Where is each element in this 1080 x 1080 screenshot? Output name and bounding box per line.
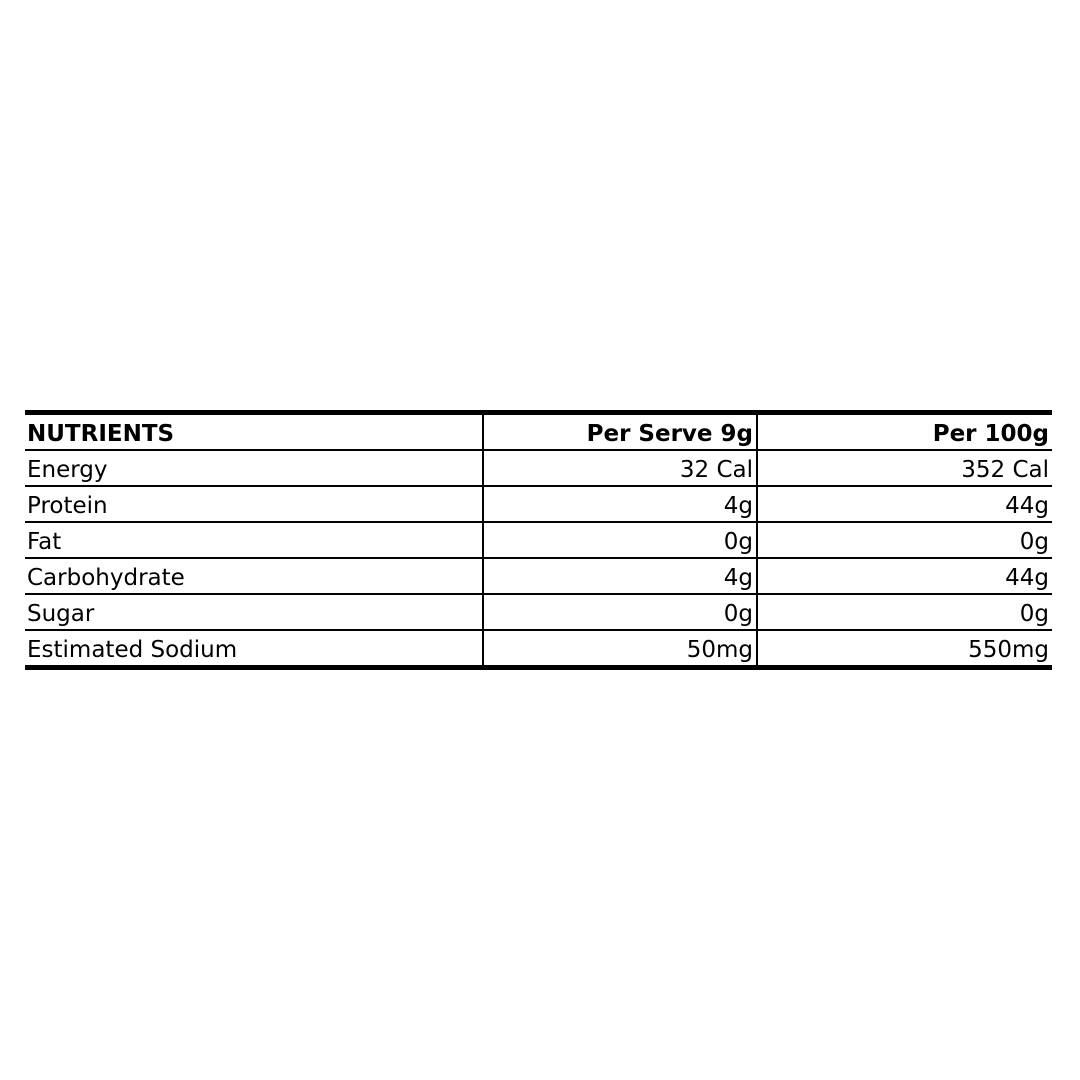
per-100g-value: 352 Cal bbox=[757, 450, 1052, 486]
header-per-100g: Per 100g bbox=[757, 413, 1052, 451]
nutrient-name: Protein bbox=[25, 486, 483, 522]
nutrient-name: Fat bbox=[25, 522, 483, 558]
table-row bbox=[25, 630, 1052, 668]
table-row bbox=[25, 486, 1052, 522]
table-row bbox=[25, 450, 1052, 486]
per-100g-value: 44g bbox=[757, 486, 1052, 522]
per-serve-value: 4g bbox=[483, 486, 757, 522]
header-nutrients: NUTRIENTS bbox=[25, 413, 483, 451]
nutrient-name: Energy bbox=[25, 450, 483, 486]
per-serve-value: 0g bbox=[483, 522, 757, 558]
nutrient-name: Carbohydrate bbox=[25, 558, 483, 594]
table-row bbox=[25, 522, 1052, 558]
table-row bbox=[25, 558, 1052, 594]
per-serve-value: 50mg bbox=[483, 630, 757, 668]
nutrition-table bbox=[25, 410, 1052, 670]
per-serve-value: 32 Cal bbox=[483, 450, 757, 486]
table-row bbox=[25, 594, 1052, 630]
header-row bbox=[25, 413, 1052, 451]
per-100g-value: 44g bbox=[757, 558, 1052, 594]
per-serve-value: 4g bbox=[483, 558, 757, 594]
per-100g-value: 0g bbox=[757, 522, 1052, 558]
nutrient-name: Sugar bbox=[25, 594, 483, 630]
header-per-serve: Per Serve 9g bbox=[483, 413, 757, 451]
per-100g-value: 0g bbox=[757, 594, 1052, 630]
per-100g-value: 550mg bbox=[968, 637, 1049, 663]
nutrient-name: Estimated Sodium bbox=[25, 630, 483, 668]
per-serve-value: 0g bbox=[483, 594, 757, 630]
